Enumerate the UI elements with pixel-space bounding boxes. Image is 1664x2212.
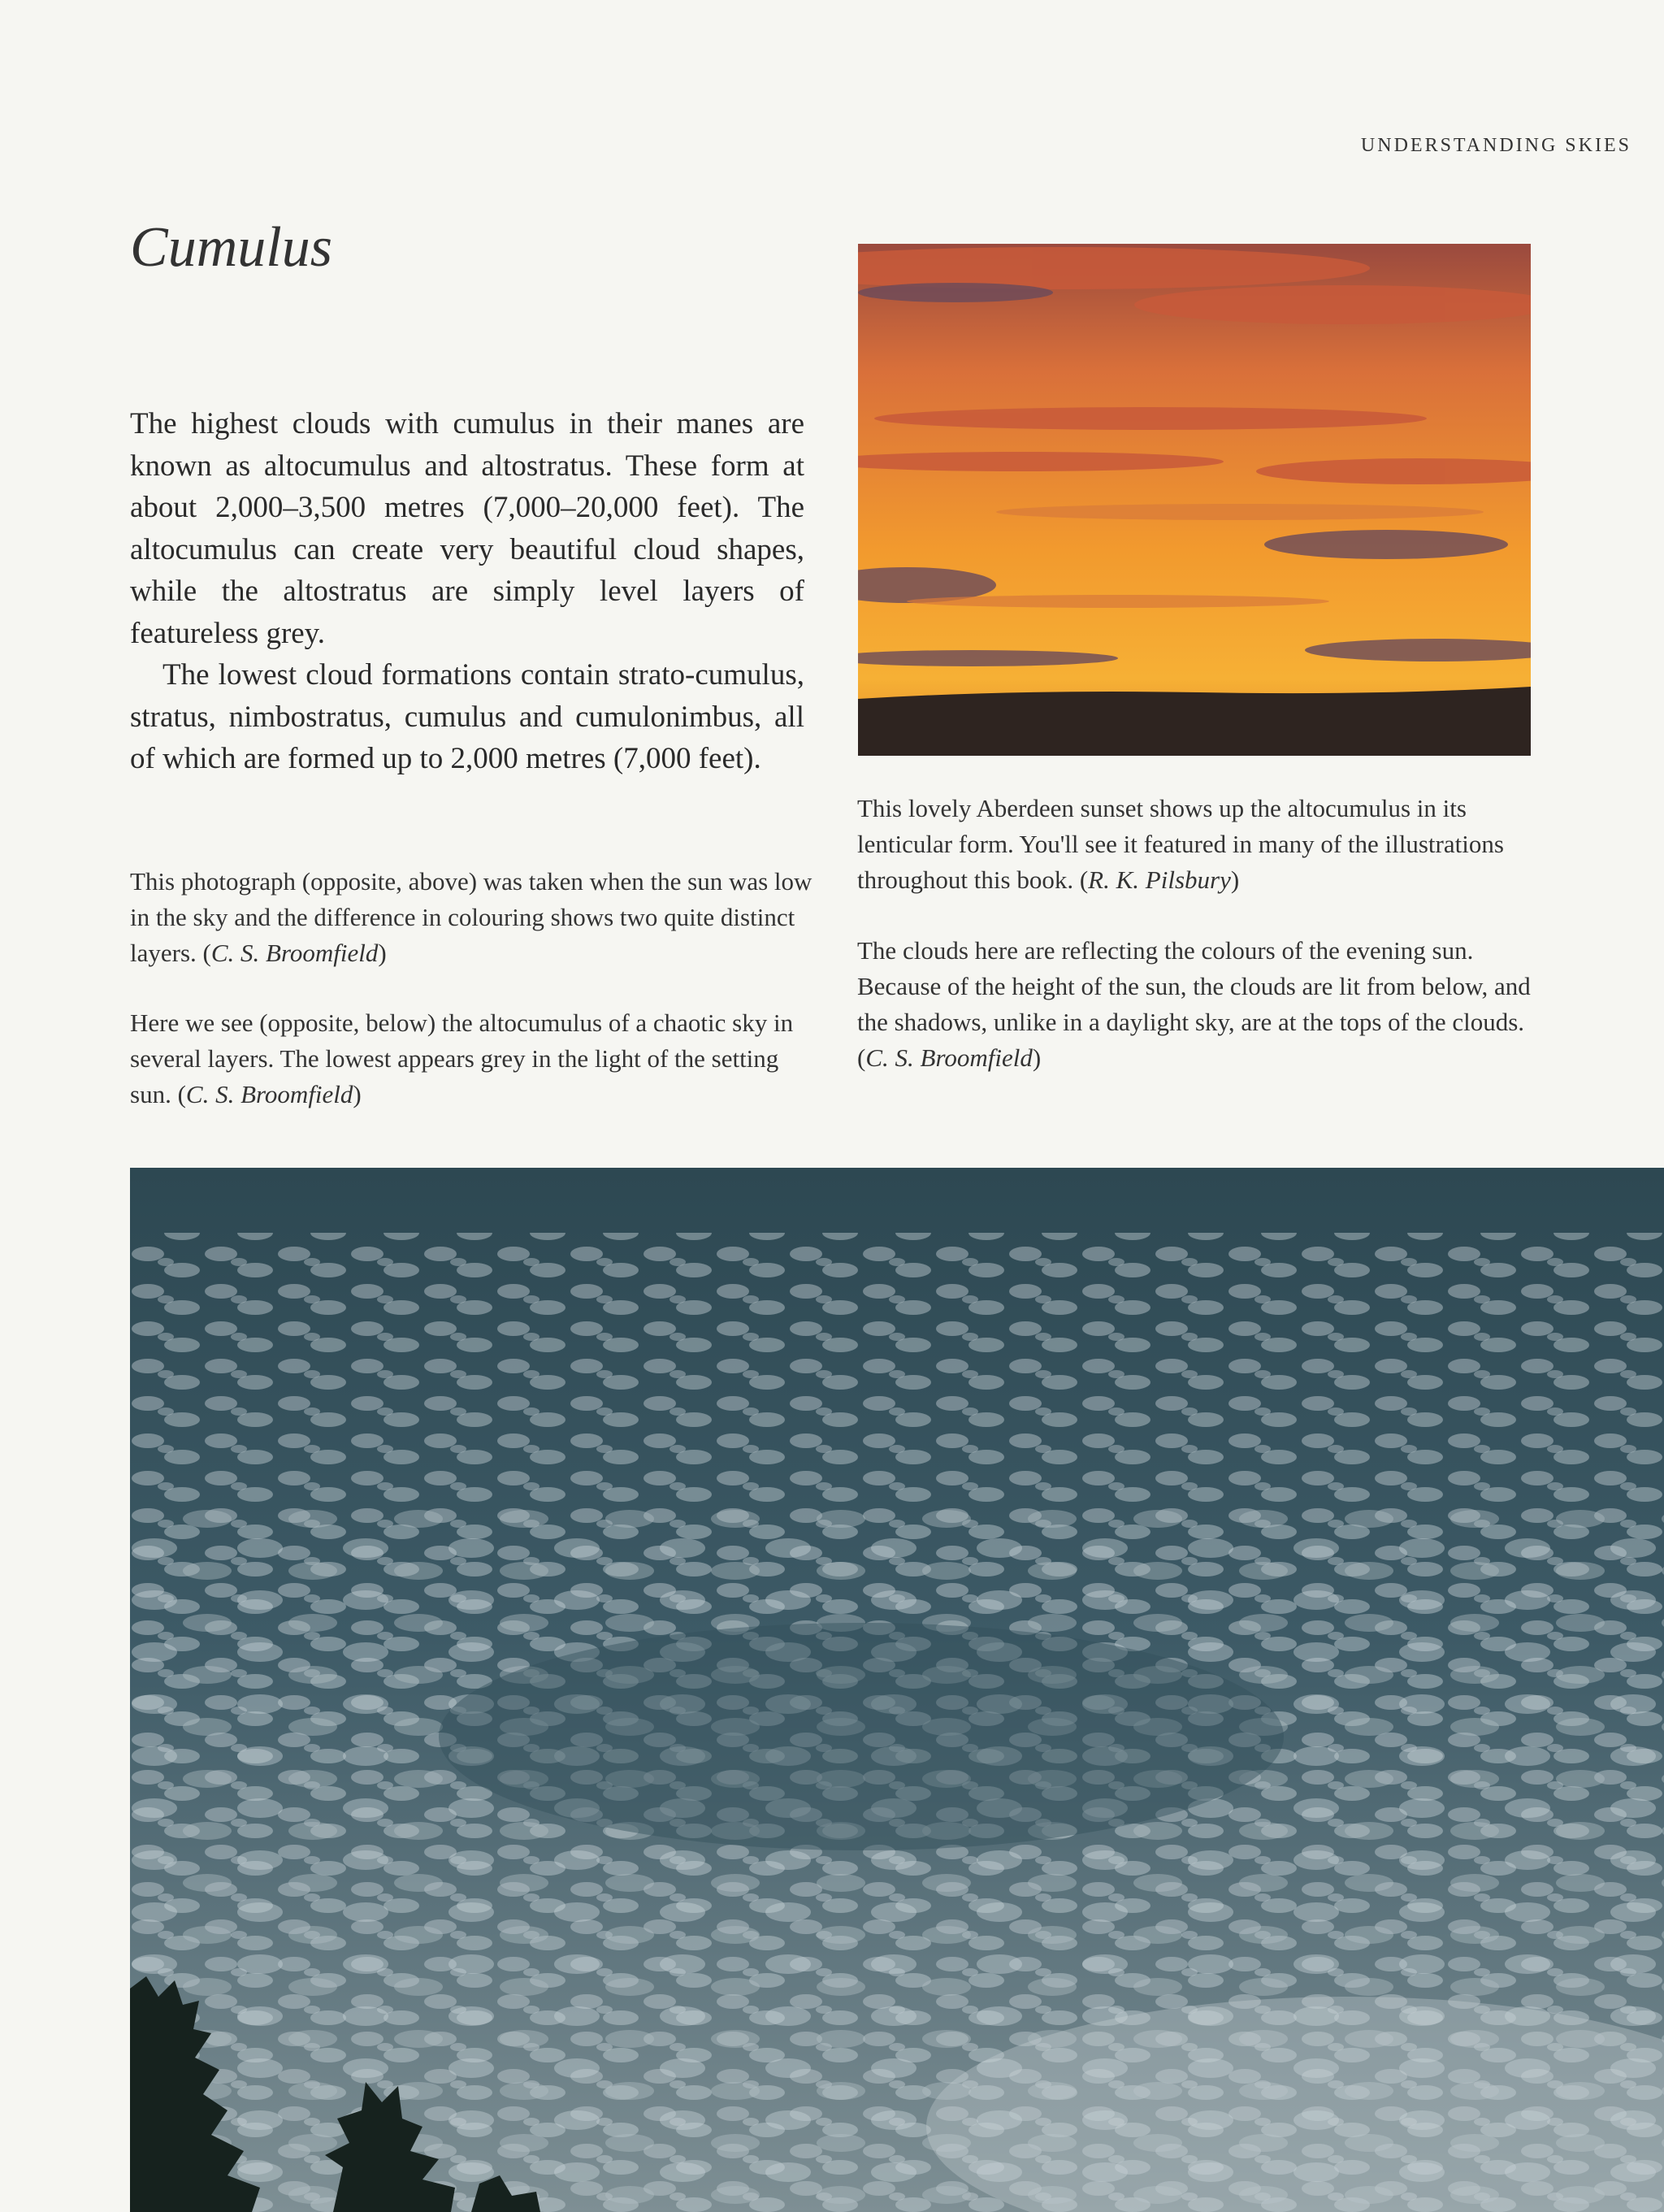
sunset-illustration [858,244,1531,756]
caption-text: This lovely Aberdeen sunset shows up the altocumulus in its lenticular form. You'll see it featured in many of the illustrations throughout this book. [857,794,1504,894]
altocumulus-sky-photo [130,1168,1664,2212]
photo-credit: C. S. Broomfield [185,1080,353,1108]
photo-credit: C. S. Broomfield [865,1043,1033,1072]
body-paragraph-1: The highest clouds with cumulus in their manes are known as altocumulus and altostratus. These form at about 2,000–3,500 metres (7,000–20,000 feet). The altocumulus can create very beautiful cloud shapes, while the altostratus are simply level layers of featureless grey. [130,407,804,650]
running-head: UNDERSTANDING SKIES [1360,135,1632,156]
photo-credit: R. K. Pilsbury [1088,865,1231,894]
aberdeen-sunset-photo [858,244,1531,756]
caption-text: This photograph (opposite, above) was taken when the sun was low in the sky and the difference in colouring shows two quite distinct layers. [130,867,812,967]
caption-opposite-above: This photograph (opposite, above) was taken when the sun was low in the sky and the difference in colouring shows two quite distinct layers. (C. S. Broomfield) [130,867,812,967]
page-title: Cumulus [130,216,332,279]
body-paragraph-2: The lowest cloud formations contain strato-cumulus, stratus, nimbostratus, cumulus and cumulonimbus, all of which are formed up to 2,000 metres (7,000 feet). [130,658,804,775]
caption-evening-sun: The clouds here are reflecting the colours of the evening sun. Because of the height of the sun, the clouds are lit from below, and the shadows, unlike in a daylight sky, are at the tops of the clouds. (C. S. Broomfield) [857,936,1531,1072]
caption-opposite-below: Here we see (opposite, below) the altocumulus of a chaotic sky in several layers. The lowest appears grey in the light of the setting sun. (C. S. Broomfield) [130,1008,794,1108]
body-text [130,403,804,780]
photo-credit: C. S. Broomfield [210,939,379,967]
caption-text: The clouds here are reflecting the colours of the evening sun. Because of the height of the sun, the clouds are lit from below, and the shadows, unlike in a daylight sky, are at the tops of the clouds. [857,936,1531,1036]
caption-aberdeen-sunset: This lovely Aberdeen sunset shows up the altocumulus in its lenticular form. You'll see it featured in many of the illustrations throughout this book. (R. K. Pilsbury) [857,794,1504,894]
caption-text: Here we see (opposite, below) the altocumulus of a chaotic sky in several layers. The lowest appears grey in the light of the setting sun. [130,1008,794,1108]
altocumulus-illustration [130,1168,1664,2212]
